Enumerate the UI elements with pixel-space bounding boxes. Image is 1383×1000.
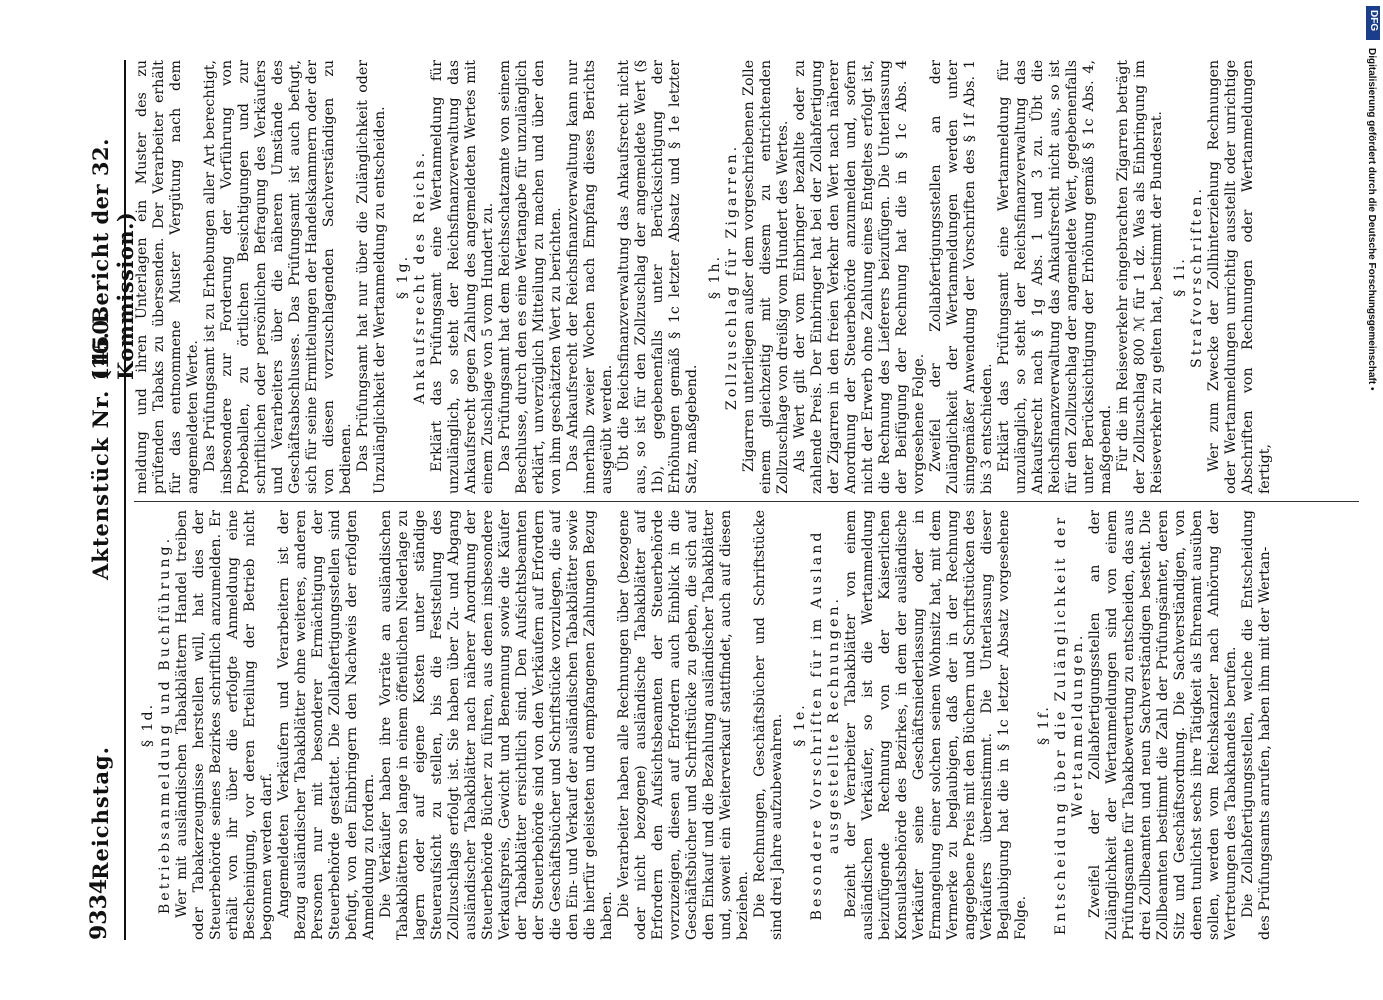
paragraph: Zweifel der Zollabfertigungsstellen an der Zulänglichkeit der Wertanmeldungen sind von einem Prüfungsamte für Tabakbewertung zu entscheiden, das aus drei Zollbeamten und neun Sachverständigen besteht. Die Zollbeamten bestimmt die Zahl der Prüfungsämter, deren Sitz und Geschäftsordnung. Die Sachverständigen, von denen tunlichst sechs ihre Tätigkeit als Ehrenamt ausüben sollen, werden vom Reichskanzler nach Anhörung der Vertretungen des Tabakhandels berufen. xyxy=(1087,510,1239,940)
paragraph: Für die im Reiseverkehr eingebrachten Zigarren beträgt der Zollzuschlag 800 ℳ für 1 dz. Was als Einbringung im Reiseverkehr zu gelten hat, bestimmt der Bundesrat. xyxy=(1115,60,1165,494)
paragraph: Die Rechnungen, Geschäftsbücher und Schriftstücke sind drei Jahre aufzubewahren. xyxy=(752,510,785,940)
page-header xyxy=(80,60,138,940)
section-title: Ankaufsrecht des Reichs. xyxy=(412,149,428,405)
paragraph: Das Ankaufsrecht der Reichsfinanzverwaltung kann nur innerhalb zweier Wochen nach Empfang dieses Berichts ausgeübt werden. xyxy=(565,60,615,494)
section-number: § 1d. xyxy=(140,702,156,748)
section-number: § 1f. xyxy=(1036,705,1052,745)
paragraph: Das Prüfungsamt hat dem Reichsschatzamte von seinem Beschlusse, durch den es eine Wertangabe für unzulänglich erklärt, unverzüglich Mitteilung zu machen und über den von ihm geschätzten Wert zu berichten. xyxy=(497,60,564,494)
header-center-title: Aktenstück Nr. 1450. xyxy=(88,310,113,580)
section-title: Strafvorschriften. xyxy=(1189,186,1205,368)
paragraph: Wer mit ausländischen Tabakblättern Handel treiben oder Tabakerzeugnisse herstellen will, hat dies der Steuerbehörde seines Bezirkes schriftlich anzumelden. Er erhält von ihr über die erfolgte Anmeldung eine Bescheinigung, vor deren Erteilung der Betrieb nicht begonnen werden darf. xyxy=(174,510,275,940)
paragraph: Bezieht der Verarbeiter Tabakblätter von einem ausländischen Verkäufer, so ist die Wertanmeldung beizufügende Rechnung von der Kaiserlichen Konsulatsbehörde des Bezirkes, in dem der ausländische Verkäufer seine Geschäftsniederlassung oder in Ermangelung einer solchen seinen Wohnsitz hat, mit dem Vermerke zu beglaubigen, daß der in der Rechnung angegebene Preis mit den Büchern und Schriftstücken des Verkäufers übereinstimmt. Die Unterlassung dieser Beglaubigung hat die in § 1c letzter Absatz vorgesehene Folge. xyxy=(843,510,1029,940)
paragraph: Die Verkäufer haben ihre Vorräte an ausländischen Tabakblättern so lange in einem öffentlichen Niederlage zu lagern oder auf eigene Kosten unter ständige Steueraufsicht zu stellen, bis die Feststellung des Zollzuschlags erfolgt ist. Sie haben über Zu- und Abgang ausländischer Tabakblätter nach näherer Anordnung der Steuerbehörde Bücher zu führen, aus denen insbesondere Verkaufspreis, Gewicht und Benennung sowie die Käufer der Tabakblätter ersichtlich sind. Den Aufsichtsbeamten der Steuerbehörde sind von den Verkäufern auf Erfordern die Geschäftsbücher und Schriftstücke vorzulegen, die auf den Ein- und Verkauf der ausländischen Tabakblätter sowie die hierfür geleisteten und empfangenen Zahlungen Bezug haben. xyxy=(378,510,615,940)
digitization-credit-text: Digitalisierung gefördert durch die Deutsche Forschungsgemeinschaft • xyxy=(1366,48,1377,391)
section-number: § 1h. xyxy=(707,254,723,300)
digitization-credit xyxy=(1363,8,1377,992)
paragraph: Das Prüfungsamt ist zu Erhebungen aller Art berechtigt, insbesondere zur Forderung der Vorführung von Probeballen, zu örtlichen Besichtigungen und zur schriftlichen oder persönlichen Befragung des Verkäufers und Verarbeiters über die näheren Umstände des Geschäftsabschlusses. Das Prüfungsamt ist auch befugt, sich für seine Ermittelungen der Handelskammern oder der von diesen vorzuschlagenden Sachverständigen zu bedienen. xyxy=(202,60,354,494)
section-title: Betriebsanmeldung und Buchführung. xyxy=(157,535,173,915)
paragraph: Das Prüfungsamt hat nur über die Zulänglichkeit oder Unzulänglichkeit der Wertanmeldung zu entscheiden. xyxy=(355,60,388,494)
column-divider xyxy=(134,501,1359,502)
section-title: Entscheidung über die Zulänglichkeit der Wertanmeldungen. xyxy=(1053,514,1086,936)
paragraph: Übt die Reichsfinanzverwaltung das Ankaufsrecht nicht aus, so ist für den Zollzuschlag der angemeldete Wert (§ 1b), gegebenenfalls unter Berücksichtigung der Erhöhungen gemäß § 1c letzter Absatz und § 1e letzter Satz, maßgebend. xyxy=(616,60,700,494)
right-column xyxy=(134,60,1359,494)
section-number: § 1e. xyxy=(792,703,808,747)
section-title: Besondere Vorschriften für im Ausland ausgestellte Rechnungen. xyxy=(809,529,842,921)
header-right-title: (16. Bericht der 32. Kommission.) xyxy=(88,138,138,380)
paragraph: Als Wert gilt der vom Einbringer bezahlte oder zu zahlende Preis. Der Einbringer hat bei der Zollabfertigung der Zigarren in den freien Verkehr den Wert nach näherer Anordnung der Steuerbehörde anzumelden und, sofern nicht der Erwerb ohne Zahlung eines Entgeltes erfolgt ist, die Rechnung des Lieferers beizufügen. Die Unterlassung der Beifügung der Rechnung hat die in § 1c Abs. 4 vorgesehene Folge. xyxy=(792,60,927,494)
dfg-logo-text: DFG xyxy=(1368,10,1379,32)
page-number: 9334 xyxy=(86,878,112,940)
paragraph: Zweifel der Zollabfertigungsstellen an der Zulänglichkeit der Wertanmeldungen werden unter sinngemäßer Anwendung der Vorschriften des § 1f Abs. 1 bis 3 entschieden. xyxy=(928,60,995,494)
paragraph: meldung und ihren Unterlagen ein Muster des zu prüfenden Tabaks zu übersenden. Der Verarbeiter erhält für das entnommene Muster Vergütung nach dem angemeldeten Werte. xyxy=(134,60,201,494)
section-title: Zollzuschlag für Zigarren. xyxy=(724,143,740,411)
section-number: § 1i. xyxy=(1172,257,1188,297)
paragraph: Erklärt das Prüfungsamt eine Wertanmeldung für unzulänglich, so steht der Reichsfinanzverwaltung das Ankaufsrecht gegen Zahlung des angemeldeten Wertes mit einem Zuschlage von 5 vom Hundert zu. xyxy=(429,60,496,494)
paragraph: Wer zum Zwecke der Zollhinterziehung Rechnungen oder Wertanmeldungen unrichtig ausstellt oder unrichtige Abschriften von Rechnungen oder Wertanmeldungen fertigt, xyxy=(1206,60,1273,494)
paragraph: Erklärt das Prüfungsamt eine Wertanmeldung für unzulänglich, so steht der Reichsfinanzverwaltung das Ankaufsrecht nach § 1g Abs. 1 und 3 zu. Übt die Reichsfinanzverwaltung das Ankaufsrecht nicht aus, so ist für den Zollzuschlag der angemeldete Wert, gegebenenfalls unter Berücksichtigung der Erhöhung gemäß § 1c Abs. 4, maßgebend. xyxy=(996,60,1114,494)
paragraph: Die Zollabfertigungsstellen, welche die Entscheidung des Prüfungsamts anrufen, haben ihm mit der Wertan- xyxy=(1240,510,1273,940)
paragraph: Die Verarbeiter haben alle Rechnungen über (bezogene oder nicht bezogene) ausländische Tabakblätter auf Erfordern den Aufsichtsbeamten der Steuerbehörde vorzuzeigen, diesen auf Erfordern auch Einblick in die Geschäftsbücher und Schriftstücke zu geben, die sich auf den Einkauf und die Bezahlung ausländischer Tabakblätter und, soweit ein Weiterverkauf stattfindet, auch auf diesen beziehen. xyxy=(616,510,751,940)
rotated-document-page xyxy=(80,60,1370,940)
section-number: § 1g. xyxy=(395,254,411,300)
paragraph: Angemeldeten Verkäufern und Verarbeitern ist der Bezug ausländischer Tabakblätter ohne weiteres, anderen Personen nur mit besonderer Ermächtigung der Steuerbehörde gestattet. Die Zollabfertigungsstellen sind befugt, von den Einbringern den Nachweis der erfolgten Anmeldung zu fordern. xyxy=(276,510,377,940)
header-left-title: Reichstag. xyxy=(88,746,113,880)
paragraph: Zigarren unterliegen außer dem vorgeschriebenen Zolle einem gleichzeitig mit diesem zu entrichtenden Zollzuschlage von dreißig vom Hundert des Wertes. xyxy=(741,60,791,494)
left-column xyxy=(134,510,1359,940)
